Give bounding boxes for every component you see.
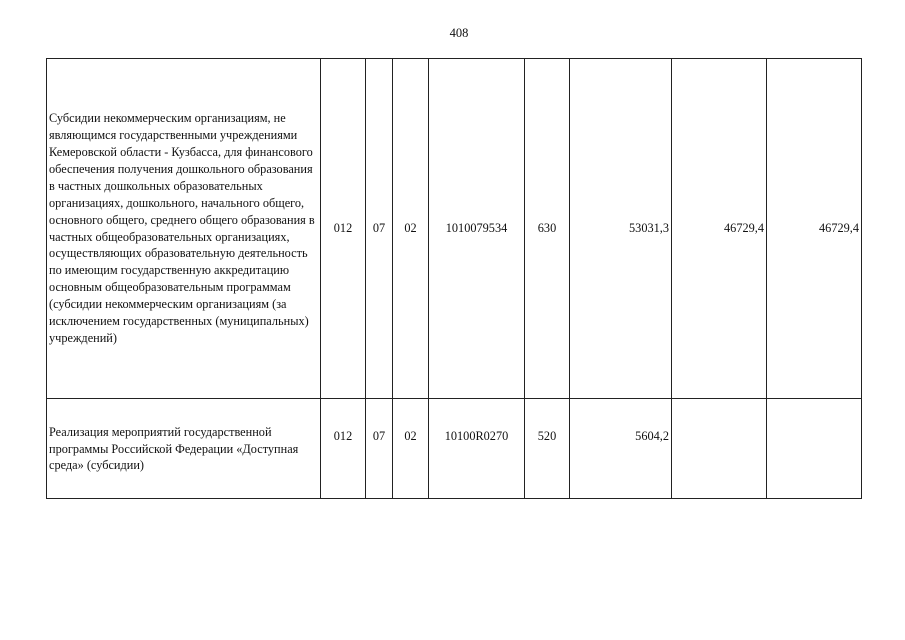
- page-number: 408: [449, 26, 469, 40]
- target-article-code: 1010079534: [429, 59, 525, 399]
- section-code: 07: [366, 399, 393, 499]
- subsection-code: 02: [393, 59, 429, 399]
- amount-cell-3: 46729,4: [767, 59, 862, 399]
- amount-cell-3: [767, 399, 862, 499]
- expense-type-code: 520: [525, 399, 570, 499]
- expense-type-code: 630: [525, 59, 570, 399]
- amount-cell-1: 53031,3: [570, 59, 672, 399]
- amount-cell-2: [672, 399, 767, 499]
- budget-table: [46, 58, 862, 499]
- amount-cell-2: 46729,4: [672, 59, 767, 399]
- table-row: [47, 59, 862, 399]
- subsection-code: 02: [393, 399, 429, 499]
- ministry-code: 012: [321, 399, 366, 499]
- target-article-code: 10100R0270: [429, 399, 525, 499]
- section-code: 07: [366, 59, 393, 399]
- amount-cell-1: 5604,2: [570, 399, 672, 499]
- row-name: Реализация мероприятий государственной программы Российской Федерации «Доступная среда» (субсидии): [47, 399, 321, 499]
- table-row: [47, 399, 862, 499]
- ministry-code: 012: [321, 59, 366, 399]
- row-name: Субсидии некоммерческим организациям, не являющимся государственными учреждениями Кемеровской области - Кузбасса, для финансового обеспечения получения дошкольного образования в частных дошкольных образовательных организациях, дошкольного, начального общего, основного общего, среднего общего образования в частных общеобразовательных организациях, осуществляющих образовательную деятельность по имеющим государственную аккредитацию основным общеобразовательным программам (субсидии некоммерческим организациям (за исключением государственных (муниципальных) учреждений): [47, 59, 321, 399]
